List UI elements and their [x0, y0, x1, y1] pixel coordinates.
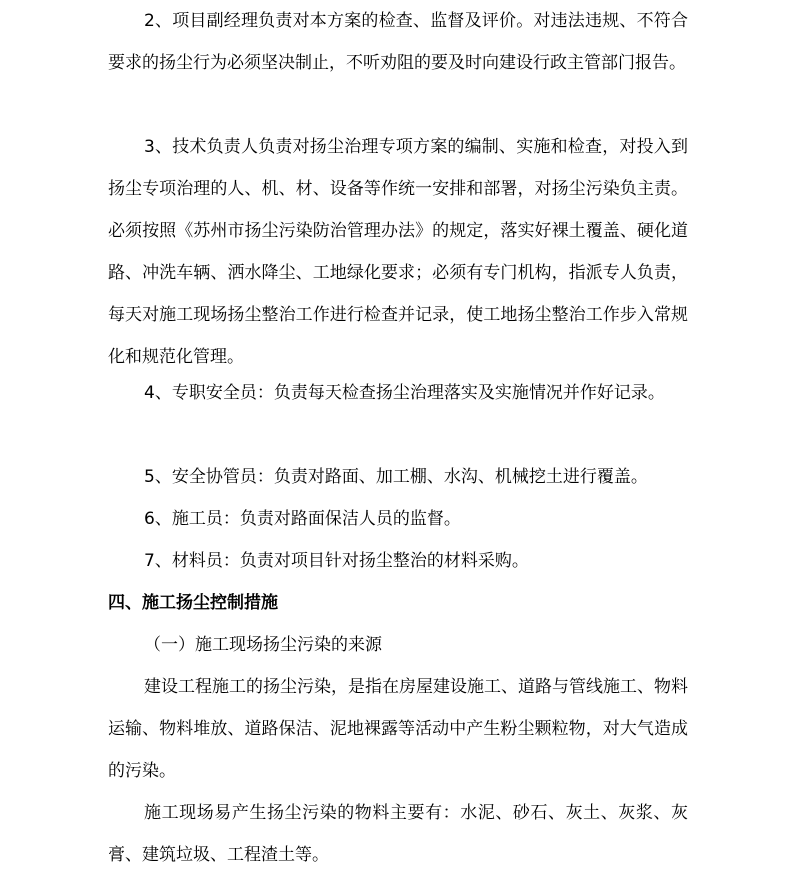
paragraph-item-7: 7、材料员：负责对项目针对扬尘整治的材料采购。	[144, 551, 529, 571]
paragraph-item-3: 3、技术负责人负责对扬尘治理专项方案的编制、实施和检查，对投入到扬尘专项治理的人、机、材、设备等作统一安排和部署，对扬尘污染负主责。必须按照《苏州市扬尘污染防治管理办法》的规定，落实好裸土覆盖、硬化道路、冲洗车辆、洒水降尘、工地绿化要求；必须有专门机构，指派专人负责，每天对施工现场扬尘整治工作进行检查并记录，使工地扬尘整治工作步入常规化和规范化管理。	[108, 137, 688, 367]
paragraph-item-5: 5、安全协管员：负责对路面、加工棚、水沟、机械挖土进行覆盖。	[144, 467, 648, 487]
paragraph-item-2: 2、项目副经理负责对本方案的检查、监督及评价。对违法违规、不符合要求的扬尘行为必须坚决制止，不听劝阻的要及时向建设行政主管部门报告。	[108, 11, 688, 73]
paragraph-item-6: 6、施工员：负责对路面保洁人员的监督。	[144, 509, 461, 529]
body-paragraph-materials: 施工现场易产生扬尘污染的物料主要有：水泥、砂石、灰土、灰浆、灰膏、建筑垃圾、工程渣土等。	[108, 803, 688, 865]
section-heading: 四、施工扬尘控制措施	[108, 593, 278, 613]
subsection-heading: （一）施工现场扬尘污染的来源	[144, 635, 382, 655]
body-paragraph-dust-source: 建设工程施工的扬尘污染，是指在房屋建设施工、道路与管线施工、物料运输、物料堆放、道路保洁、泥地裸露等活动中产生粉尘颗粒物，对大气造成的污染。	[108, 677, 688, 781]
paragraph-item-4: 4、专职安全员：负责每天检查扬尘治理落实及实施情况并作好记录。	[144, 383, 665, 403]
